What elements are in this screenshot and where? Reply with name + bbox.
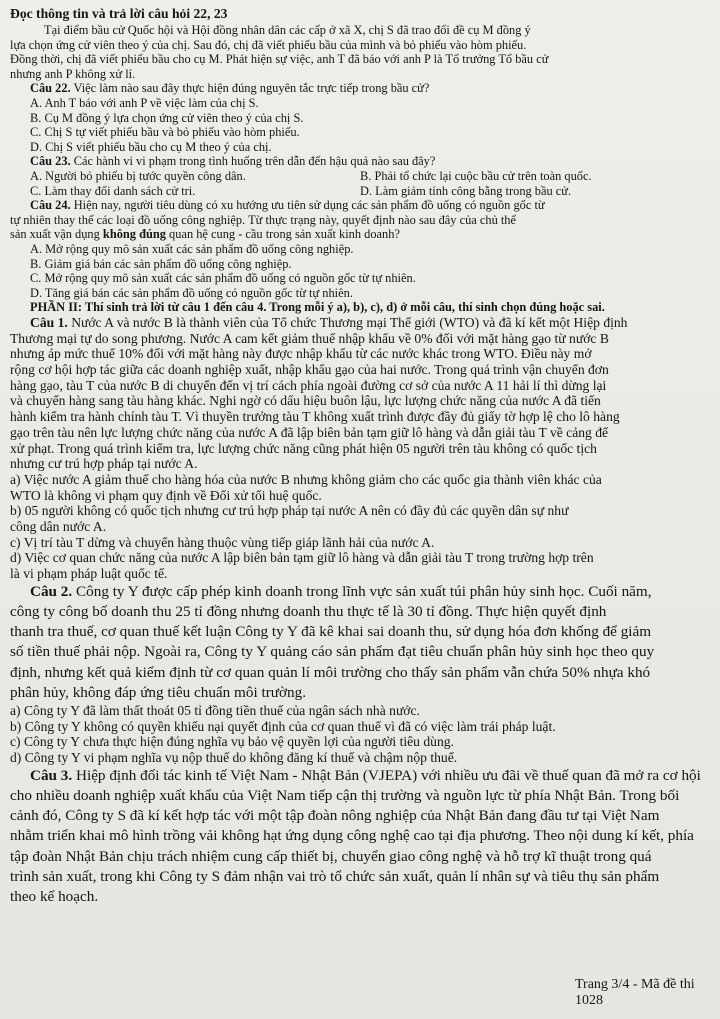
option-b: B. Cụ M đồng ý lựa chọn ứng cử viên theo ý của chị S.	[30, 110, 304, 125]
question-text: theo kế hoạch.	[10, 888, 99, 906]
passage-line: nhưng anh P không xử lí.	[10, 66, 136, 81]
question-text: Thương mại tự do song phương. Nước A cam kết giảm thuế nhập khẩu về 0% đối với mặt hàng gạo từ nước B	[10, 330, 609, 346]
question-text: nhưng cư trú hợp pháp tại nước A.	[10, 456, 198, 472]
statement-a-cont: WTO là không vi phạm quy định về Đối xử tối huệ quốc.	[10, 487, 322, 503]
question-number: Câu 1.	[30, 314, 68, 330]
option-d: D. Làm giảm tính công bằng trong bầu cử.	[360, 183, 572, 198]
option-d: D. Chị S viết phiếu bầu cho cụ M theo ý của chị.	[30, 139, 272, 154]
page-footer: Trang 3/4 - Mã đề thi 1028	[575, 977, 695, 1008]
question-text: định, nhưng kết quả kiểm định từ cơ quan quản lí môi trường cho thấy sản phẩm vẫn chứa 50% nhựa khó	[10, 663, 651, 681]
question-text: cho nhiều doanh nghiệp xuất khẩu của Việt Nam tiếp cận thị trường và nguồn lực từ phía Nhật Bản. Trong bối	[10, 787, 680, 805]
statement-a: a) Công ty Y đã làm thất thoát 05 tỉ đồng tiền thuế của ngân sách nhà nước.	[10, 703, 420, 719]
statement-d-cont: là vi phạm pháp luật quốc tế.	[10, 566, 168, 582]
question-2	[10, 582, 710, 766]
question-text: tập đoàn Nhật Bản chịu trách nhiệm cung cấp thiết bị, chuyển giao công nghệ và hỗ trợ kĩ thuật trong quá	[10, 847, 652, 865]
question-text: rộng cơ hội hợp tác giữa các doanh nghiệp xuất, nhập khẩu gạo của hai nước. Trong quá trình vận chuyển đơn	[10, 361, 609, 377]
question-24	[10, 198, 710, 300]
option-d: D. Tăng giá bán các sản phẩm đồ uống có nguồn gốc từ tự nhiên.	[30, 285, 353, 300]
question-22	[10, 81, 710, 154]
part-ii-heading: PHẦN II: Thí sinh trả lời từ câu 1 đến câu 4. Trong mỗi ý a), b), c), d) ở mỗi câu, thí sinh chọn đúng hoặc sai.	[30, 300, 605, 315]
question-text: phân hủy, không đáp ứng tiêu chuẩn môi trường.	[10, 683, 306, 701]
statement-b: b) 05 người không có quốc tịch nhưng cư trú hợp pháp tại nước A nên có đầy đủ các quyền dân sự như	[10, 503, 569, 519]
question-text: trình sản xuất, trong khi Công ty S đảm nhận vai trò tổ chức sản xuất, quản lí nhân sự và tiêu thụ sản phẩm	[10, 867, 660, 885]
question-number: Câu 2.	[30, 582, 73, 600]
question-number: Câu 24.	[30, 198, 71, 213]
question-text: và chuyển hàng sang tàu hàng khác. Nghi ngờ có dấu hiệu buôn lậu, lực lượng chức năng của nước A đã tiến	[10, 393, 601, 409]
question-text: Công ty Y được cấp phép kinh doanh trong lĩnh vực sản xuất túi phân hủy sinh học. Cuối năm,	[76, 582, 652, 600]
question-text: Các hành vi vi phạm trong tình huống trên dẫn đến hậu quả nào sau đây?	[73, 154, 436, 169]
question-text: công ty công bố doanh thu 25 tỉ đồng nhưng doanh thu thực tế là 30 tỉ đồng. Thực hiện quyết định	[10, 603, 607, 621]
question-text: Việc làm nào sau đây thực hiện đúng nguyên tắc trực tiếp trong bầu cử?	[73, 81, 430, 96]
option-b: B. Giảm giá bán các sản phẩm đồ uống công nghiệp.	[30, 256, 292, 271]
question-text: nhằm triển khai mô hình trồng vải không hạt ứng dụng công nghệ cao tại địa phương. Theo nội dung kí kết, phía	[10, 827, 694, 845]
question-text: tự nhiên thay thế các loại đồ uống công nghiệp. Từ thực trạng này, quyết định nào sau đây của chủ thể	[10, 212, 516, 227]
option-c: C. Mở rộng quy mô sản xuất các sản phẩm đồ uống có nguồn gốc từ tự nhiên.	[30, 271, 416, 286]
question-3	[10, 766, 710, 907]
question-text: số tiền thuế phải nộp. Ngoài ra, Công ty Y quảng cáo sản phẩm đạt tiêu chuẩn phân hủy sinh học theo quy	[10, 643, 655, 661]
statement-d: d) Công ty Y vi phạm nghĩa vụ nộp thuế do không đăng kí thuế và chậm nộp thuế.	[10, 750, 458, 766]
statement-b: b) Công ty Y không có quyền khiếu nại quyết định của cơ quan thuế vì đã có việc làm trái pháp luật.	[10, 718, 556, 734]
question-text: Nước A và nước B là thành viên của Tổ chức Thương mại Thế giới (WTO) và đã kí kết một Hiệp định	[71, 314, 628, 330]
option-c: C. Làm thay đổi danh sách cử tri.	[30, 183, 196, 198]
statement-c: c) Công ty Y chưa thực hiện đúng nghĩa vụ bảo vệ quyền lợi của người tiêu dùng.	[10, 734, 454, 750]
section-heading: Đọc thông tin và trả lời câu hỏi 22, 23	[10, 6, 228, 21]
question-23	[10, 154, 710, 198]
question-text: sản xuất vận dụng không đúng quan hệ cung - cầu trong sản xuất kinh doanh?	[10, 227, 400, 242]
question-number: Câu 22.	[30, 81, 71, 96]
passage	[10, 23, 710, 81]
question-1	[10, 315, 710, 582]
passage-line: lựa chọn ứng cử viên theo ý của chị. Sau đó, chị đã viết phiếu bầu của mình và bỏ phiếu vào hòm phiếu.	[10, 37, 527, 52]
question-text: hành kiểm tra hành chính tàu T. Vì thuyền trưởng tàu T không xuất trình được đầy đủ giấy tờ hợp lệ cho lô hàng	[10, 409, 620, 425]
question-text: Hiện nay, người tiêu dùng có xu hướng ưu tiên sử dụng các sản phẩm đồ uống có nguồn gốc từ	[73, 198, 545, 213]
option-a: A. Người bỏ phiếu bị tước quyền công dân.	[30, 168, 246, 183]
question-text: hàng gạo, tàu T của nước B di chuyển đến vị trí cách phía ngoài đường cơ sở của nước A 11 hải lí thì dừng lại	[10, 377, 607, 393]
statement-d: d) Việc cơ quan chức năng của nước A lập biên bản tạm giữ lô hàng và dẫn giải tàu T trong trường hợp trên	[10, 550, 594, 566]
option-b: B. Phải tổ chức lại cuộc bầu cử trên toàn quốc.	[360, 168, 592, 183]
options-row	[10, 169, 710, 198]
option-a: A. Mở rộng quy mô sản xuất các sản phẩm đồ uống công nghiệp.	[30, 241, 354, 256]
option-a: A. Anh T báo với anh P về việc làm của chị S.	[30, 95, 259, 110]
option-c: C. Chị S tự viết phiếu bầu và bỏ phiếu vào hòm phiếu.	[30, 125, 300, 140]
question-text: Hiệp định đối tác kinh tế Việt Nam - Nhật Bản (VJEPA) với nhiều ưu đãi về thuế quan đã mở ra cơ hội	[76, 766, 701, 784]
statement-c: c) Vị trí tàu T dừng và chuyển hàng thuộc vùng tiếp giáp lãnh hải của nước A.	[10, 534, 435, 550]
question-text: cảnh đó, Công ty S đã kí kết hợp tác với một tập đoàn nông nghiệp của Nhật Bản đang đầu tư tại Việt Nam	[10, 807, 660, 825]
statement-b-cont: công dân nước A.	[10, 519, 107, 535]
question-text: nhưng áp mức thuế 10% đối với mặt hàng này được nhập khẩu từ các nước khác trong WTO. Điều này mở	[10, 346, 592, 362]
question-number: Câu 23.	[30, 154, 71, 169]
statement-a: a) Việc nước A giảm thuế cho hàng hóa của nước B nhưng không giảm cho các quốc gia thành viên khác của	[10, 471, 602, 487]
question-number: Câu 3.	[30, 766, 73, 784]
question-text: gạo trên tàu nên lực lượng chức năng của nước A đã lập biên bản tạm giữ lô hàng và dẫn giải tàu T về cảng để	[10, 424, 609, 440]
question-text: thanh tra thuế, cơ quan thuế kết luận Công ty Y đã kê khai sai doanh thu, sử dụng hóa đơn khống để giảm	[10, 623, 652, 641]
emphasis-text: không đúng	[102, 227, 166, 242]
passage-line: Tại điểm bầu cử Quốc hội và Hội đồng nhân dân các cấp ở xã X, chị S đã trao đổi đề cụ M đồng ý	[44, 23, 531, 37]
passage-line: Đồng thời, chị đã viết phiếu bầu cho cụ M. Phát hiện sự việc, anh T đã báo với anh P là Tổ trưởng Tổ bầu cử	[10, 52, 549, 67]
question-text: xử phạt. Trong quá trình kiểm tra, lực lượng chức năng cũng phát hiện 05 người trên tàu không có quốc tịch	[10, 440, 597, 456]
